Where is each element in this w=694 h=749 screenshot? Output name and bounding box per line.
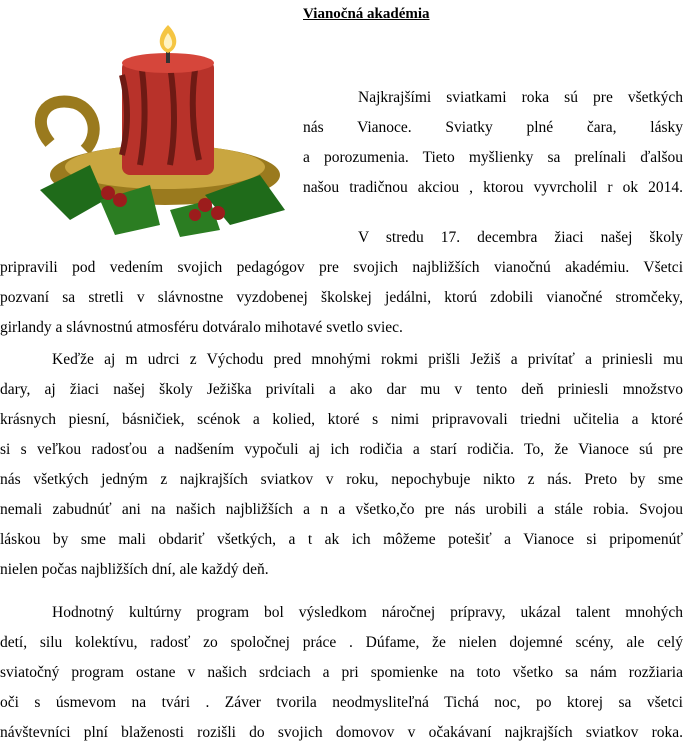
paragraph-line: Hodnotný kultúrny program bol výsledkom náročnej prípravy, ukázal talent mnohých bbox=[52, 604, 683, 621]
paragraph-line: návštevníci plní blaženosti rozišli do svojich domovov v očakávaní najkrajších sviatkov roka. bbox=[0, 724, 683, 741]
paragraph-line: girlandy a slávnostnú atmosféru dotváralo mihotavé svetlo sviec. bbox=[0, 319, 403, 336]
paragraph-line: pripravili pod vedením svojich pedagógov pre svojich najbližších vianočnú akadémiu. Všetci bbox=[0, 259, 683, 276]
paragraph-line: detí, silu kolektívu, radosť zo spoločnej práce . Dúfame, že nielen dojemné scény, ale celý bbox=[0, 634, 683, 651]
paragraph-line: dary, aj žiaci našej školy Ježiška privítali a ako dar mu v tento deň priniesli množstvo bbox=[0, 381, 683, 398]
paragraph-line: Najkrajšími sviatkami roka sú pre všetkých bbox=[358, 89, 683, 106]
paragraph-line: nemali zabudnúť ani na našich najbližších a n a všetko,čo pre nás urobili a stále robia. Svojou bbox=[0, 501, 683, 518]
paragraph-line: našou tradičnou akciou , ktorou vyvrcholil r ok 2014. bbox=[303, 179, 683, 196]
paragraph-line: nielen počas najbližších dní, ale každý deň. bbox=[0, 561, 269, 578]
document-title: Vianočná akadémia bbox=[303, 6, 430, 22]
paragraph-line: oči s úsmevom na tvári . Záver tvorila neodmysliteľná Tichá noc, po ktorej sa všetci bbox=[0, 694, 683, 711]
paragraph-line: nás Vianoce. Sviatky plné čara, lásky bbox=[303, 119, 683, 136]
paragraph-line: láskou by sme mali obdariť všetkých, a t ak ich môžeme potešiť a Vianoce si pripomenúť bbox=[0, 531, 683, 548]
paragraph-line: nás všetkých jedným z najkrajších sviatkov v roku, nepochybuje nikto z nás. Preto by sme bbox=[0, 471, 683, 488]
paragraph-line: a porozumenia. Tieto myšlienky sa prelínali ďalšou bbox=[303, 149, 683, 166]
paragraph-line: pozvaní sa stretli v slávnostne vyzdobenej školskej jedálni, ktorú zdobili vianočné stromčeky, bbox=[0, 289, 683, 306]
paragraph-line: sviatočný program ostane v našich srdciach a pri spomienke na toto všetko sa nám rozžiaria bbox=[0, 664, 683, 681]
christmas-candle-icon bbox=[30, 25, 295, 240]
paragraph-line: V stredu 17. decembra žiaci našej školy bbox=[358, 229, 683, 246]
paragraph-line: si s veľkou radosťou a nadšením vypočuli aj ich rodičia a starí rodičia. To, že Vianoce sú pre bbox=[0, 441, 683, 458]
paragraph-line: krásnych piesní, básničiek, scénok a kolied, ktoré s nimi pripravovali triedni učitelia a ktoré bbox=[0, 411, 683, 428]
paragraph-line: Keďže aj m udrci z Východu pred mnohými rokmi prišli Ježiš a privítať a priniesli mu bbox=[52, 351, 683, 368]
